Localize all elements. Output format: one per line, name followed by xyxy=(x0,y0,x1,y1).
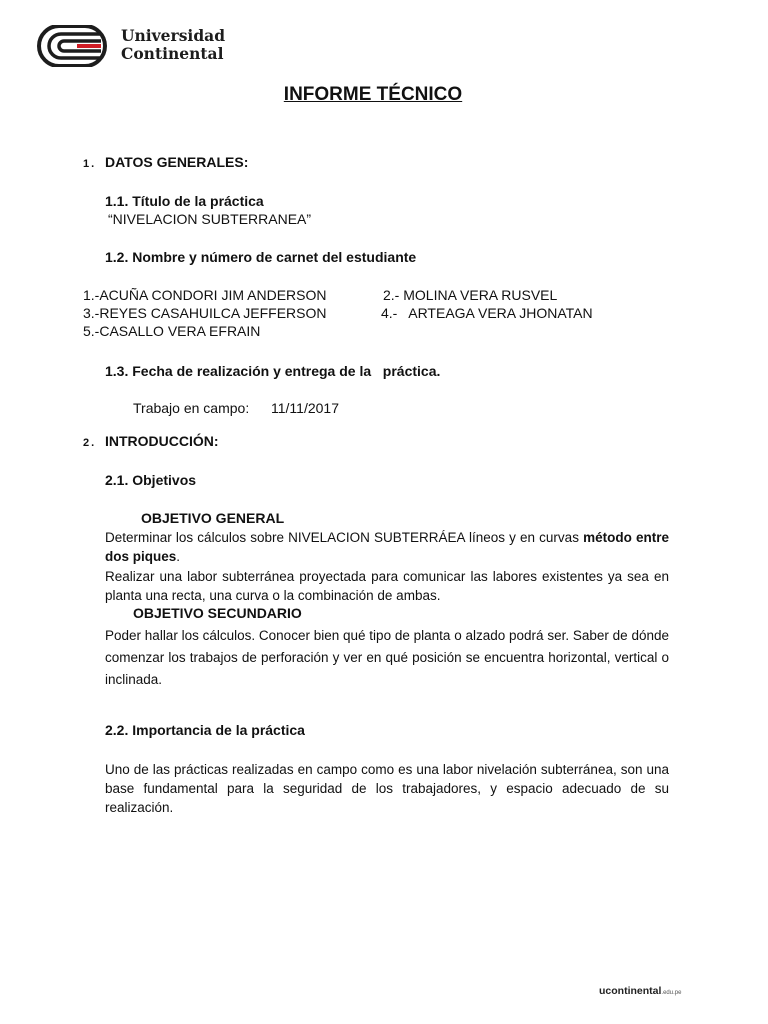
university-logo-icon xyxy=(37,25,109,67)
footer-domain: .edu.pe xyxy=(661,990,682,996)
footer-brand: ucontinental xyxy=(599,985,662,997)
field-work-label: Trabajo en campo: xyxy=(133,400,250,416)
section-1-heading: DATOS GENERALES: xyxy=(105,154,249,170)
university-name-line2: Continental xyxy=(121,44,224,63)
footer-brand-logo xyxy=(599,985,681,997)
student-5: 5.-CASALLO VERA EFRAIN xyxy=(83,323,261,339)
student-1: 1.-ACUÑA CONDORI JIM ANDERSON xyxy=(83,287,327,303)
field-work-date: 11/11/2017 xyxy=(271,400,339,416)
objetivo-general-period: . xyxy=(176,549,181,564)
objetivo-general-heading: OBJETIVO GENERAL xyxy=(141,510,285,526)
university-name xyxy=(121,27,225,63)
subsection-1-2-heading: 1.2. Nombre y número de carnet del estudiante xyxy=(105,249,417,265)
objetivo-general-paragraph xyxy=(105,528,669,566)
university-logo xyxy=(37,25,237,67)
subsection-2-2-heading: 2.2. Importancia de la práctica xyxy=(105,722,305,738)
student-2: 2.- MOLINA VERA RUSVEL xyxy=(383,287,558,303)
objetivo-general-paragraph-2: Realizar una labor subterránea proyectada para comunicar las labores existentes ya sea en planta una recta, una curva o la combinación de ambas. xyxy=(105,569,669,603)
subsection-2-1-heading: 2.1. Objetivos xyxy=(105,472,197,488)
objetivo-secundario-heading: OBJETIVO SECUNDARIO xyxy=(133,605,302,621)
importancia-paragraph: Uno de las prácticas realizadas en campo como es una labor nivelación subterránea, son una base fundamental para la seguridad de los trabajadores, y espacio adecuado de su realización. xyxy=(105,762,669,815)
section-2-number: 2. xyxy=(83,437,97,449)
objetivo-secundario-paragraph: Poder hallar los cálculos. Conocer bien qué tipo de planta o alzado podrá ser. Saber de dónde comenzar los trabajos de perforación y ver en qué posición se encuentra horizontal, vertical o inclinada. xyxy=(105,628,669,687)
section-2-heading: INTRODUCCIÓN: xyxy=(105,433,219,449)
university-name-line1: Universidad xyxy=(121,26,226,45)
subsection-1-3-heading: 1.3. Fecha de realización y entrega de la práctica. xyxy=(105,363,441,379)
practice-title: “NIVELACION SUBTERRANEA” xyxy=(108,211,312,227)
subsection-1-1-heading: 1.1. Título de la práctica xyxy=(105,193,264,209)
section-1-number: 1. xyxy=(83,158,97,170)
objetivo-general-text: Determinar los cálculos sobre NIVELACION SUBTERRÁEA líneos y en curvas xyxy=(105,530,584,545)
objetivo-general-emphasis: método entre dos piques xyxy=(105,530,669,564)
student-3: 3.-REYES CASAHUILCA JEFFERSON xyxy=(83,305,327,321)
document-title: INFORME TÉCNICO xyxy=(283,84,463,105)
student-4: 4.- ARTEAGA VERA JHONATAN xyxy=(381,305,593,321)
